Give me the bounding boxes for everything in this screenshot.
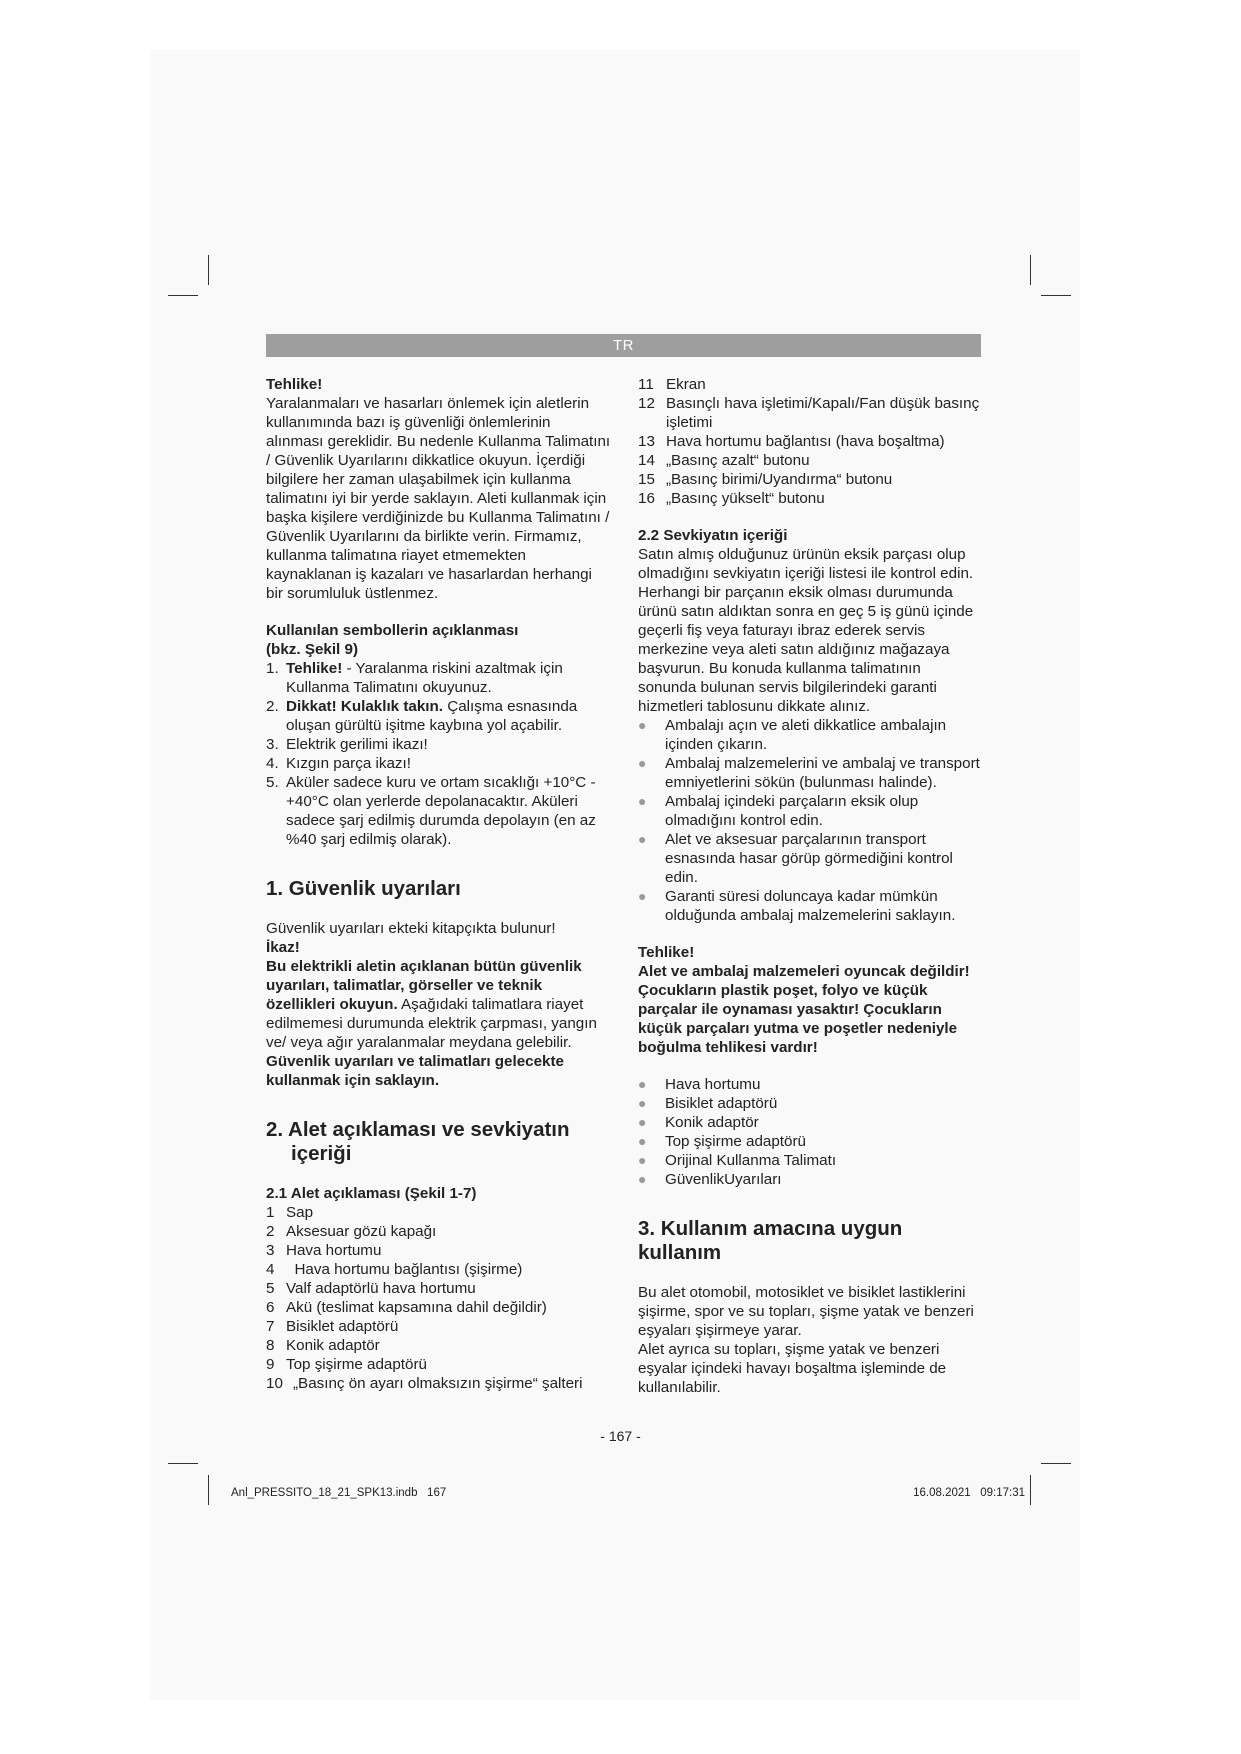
crop-mark-top-left-v: [208, 255, 209, 285]
section-1-intro: Güvenlik uyarıları ekteki kitapçıkta bulunur!: [266, 920, 556, 937]
danger-heading-2: Tehlike!: [638, 944, 695, 961]
section-3-heading: 3. Kullanım amacına uygun kullanım: [638, 1217, 903, 1264]
part-item: 11 Ekran: [638, 376, 706, 393]
bullet-icon: ●: [638, 793, 647, 809]
section-1-paragraph: Bu elektrikli aletin açıklanan bütün güvenlik uyarıları, talimatlar, görseller ve teknik özellikleri okuyun. Aşağıdaki talimatlara riayet edilmemesi durumunda elektrik çarpması, yangın ve/ veya ağır yaralanmalar meydana gelebilir.: [266, 958, 597, 1051]
list-item: ● Konik adaptör: [638, 1114, 759, 1131]
bullet-icon: ●: [638, 1133, 647, 1149]
section-3-paragraph-1: Bu alet otomobil, motosiklet ve bisiklet lastiklerini şişirme, spor ve su topları, şişme yatak ve benzeri eşyaları şişirmeye yarar.: [638, 1284, 974, 1339]
symbols-heading: Kullanılan sembollerin açıklanması: [266, 622, 519, 639]
language-header-bar: [266, 334, 981, 357]
footer-timestamp: 16.08.2021 09:17:31: [913, 1487, 1025, 1499]
footer-filename: Anl_PRESSITO_18_21_SPK13.indb 167: [231, 1487, 447, 1499]
page-number: - 167 -: [600, 1428, 641, 1444]
symbol-item: 2. Dikkat! Kulaklık takın. Çalışma esnasında oluşan gürültü işitme kaybına yol açabilir.: [266, 698, 578, 734]
parts-list-right: [638, 375, 983, 508]
symbol-item: 5. Aküler sadece kuru ve ortam sıcaklığı +10°C - +40°C olan yerlerde depolanacaktır. Aküleri sadece şarj edilmiş durumda depolayın (en az %40 şarj edilmiş olarak).: [266, 774, 596, 848]
part-item: 13 Hava hortumu bağlantısı (hava boşaltma): [638, 433, 945, 450]
part-item: 12 Basınçlı hava işletimi/Kapalı/Fan düşük basınç işletimi: [638, 395, 980, 431]
crop-mark-bottom-right-h: [1041, 1463, 1071, 1464]
list-item: ● Ambalajı açın ve aleti dikkatlice ambalajın içinden çıkarın.: [638, 717, 947, 753]
crop-mark-top-right-h: [1041, 295, 1071, 296]
part-item: 4 Hava hortumu bağlantısı (şişirme): [266, 1261, 523, 1278]
part-item: 9 Top şişirme adaptörü: [266, 1356, 427, 1373]
list-item: ● Ambalaj malzemelerini ve ambalaj ve transport emniyetlerini sökün (bulunması halinde).: [638, 755, 980, 791]
danger-heading: Tehlike!: [266, 376, 323, 393]
section-1-heading: 1. Güvenlik uyarıları: [266, 877, 461, 900]
crop-mark-top-right-v: [1030, 255, 1031, 285]
bullet-icon: ●: [638, 755, 647, 771]
crop-mark-bottom-right-v: [1030, 1475, 1031, 1505]
crop-mark-top-left-h: [168, 295, 198, 296]
part-item: 1 Sap: [266, 1204, 314, 1221]
symbol-item: 1. Tehlike! - Yaralanma riskini azaltmak için Kullanma Talimatını okuyunuz.: [266, 660, 563, 696]
parts-list-left: [266, 1203, 611, 1393]
list-item: ● Ambalaj içindeki parçaların eksik olup olmadığını kontrol edin.: [638, 793, 919, 829]
language-label: TR: [613, 337, 634, 354]
crop-mark-bottom-left-v: [208, 1475, 209, 1505]
list-item: ● Garanti süresi doluncaya kadar mümkün olduğunda ambalaj malzemelerini saklayın.: [638, 888, 956, 924]
part-item: 5 Valf adaptörlü hava hortumu: [266, 1280, 476, 1297]
part-item: 6 Akü (teslimat kapsamına dahil değildir): [266, 1299, 547, 1316]
section-2-heading: 2. Alet açıklaması ve sevkiyatın içeriği: [266, 1118, 570, 1165]
symbols-list: [266, 659, 611, 849]
section-2-2-paragraph: Satın almış olduğunuz ürünün eksik parçası olup olmadığını sevkiyatın içeriği listesi ile kontrol edin. Herhangi bir parçanın eksik olması durumunda ürünü satın aldıktan sonra en geç 5 iş günü içinde geçerli fiş veya faturayı ibraz ederek servis merkezine veya aleti satın aldığınız mağazaya başvurun. Bu konuda kullanma talimatının sonunda bulunan servis bilgilerindeki garanti hizmetleri tablosunu dikkate alınız.: [638, 546, 974, 715]
symbols-reference: (bkz. Şekil 9): [266, 641, 359, 658]
section-2-1-heading: 2.1 Alet açıklaması (Şekil 1-7): [266, 1185, 477, 1202]
section-1-keep-note: Güvenlik uyarıları ve talimatları gelecekte kullanmak için saklayın.: [266, 1053, 564, 1089]
left-column: [266, 375, 611, 1393]
bullet-icon: ●: [638, 1171, 647, 1187]
warning-heading: İkaz!: [266, 939, 300, 956]
list-item: ● Orijinal Kullanma Talimatı: [638, 1152, 837, 1169]
list-item: ● Top şişirme adaptörü: [638, 1133, 806, 1150]
unpacking-steps-list: [638, 716, 983, 925]
bullet-icon: ●: [638, 1095, 647, 1111]
symbol-item: 3. Elektrik gerilimi ikazı!: [266, 736, 428, 753]
section-3-paragraph-2: Alet ayrıca su topları, şişme yatak ve benzeri eşyalar içindeki havayı boşaltma işleminde de kullanılabilir.: [638, 1341, 947, 1396]
part-item: 3 Hava hortumu: [266, 1242, 382, 1259]
part-item: 16 „Basınç yükselt“ butonu: [638, 490, 825, 507]
list-item: ● GüvenlikUyarıları: [638, 1171, 782, 1188]
right-column: [638, 375, 983, 1397]
part-item: 8 Konik adaptör: [266, 1337, 380, 1354]
bullet-icon: ●: [638, 888, 647, 904]
section-2-2-heading: 2.2 Sevkiyatın içeriği: [638, 527, 788, 544]
delivery-contents-list: [638, 1075, 983, 1189]
crop-mark-bottom-left-h: [168, 1463, 198, 1464]
list-item: ● Hava hortumu: [638, 1076, 761, 1093]
part-item: 7 Bisiklet adaptörü: [266, 1318, 399, 1335]
bullet-icon: ●: [638, 1076, 647, 1092]
bullet-icon: ●: [638, 831, 647, 847]
bullet-icon: ●: [638, 1152, 647, 1168]
part-item: 2 Aksesuar gözü kapağı: [266, 1223, 437, 1240]
list-item: ● Bisiklet adaptörü: [638, 1095, 778, 1112]
symbol-item: 4. Kızgın parça ikazı!: [266, 755, 411, 772]
bullet-icon: ●: [638, 717, 647, 733]
bullet-icon: ●: [638, 1114, 647, 1130]
part-item: 15 „Basınç birimi/Uyandırma“ butonu: [638, 471, 893, 488]
danger-paragraph-2: Alet ve ambalaj malzemeleri oyuncak değildir! Çocukların plastik poşet, folyo ve küçük parçalar ile oynaması yasaktır! Çocukların küçük parçaları yutma ve poşetler nedeniyle boğulma tehlikesi vardır!: [638, 963, 970, 1056]
danger-paragraph: Yaralanmaları ve hasarları önlemek için aletlerin kullanımında bazı iş güvenliği önlemlerinin alınması gereklidir. Bu nedenle Kullanma Talimatını / Güvenlik Uyarılarını dikkatlice okuyun. İçerdiği bilgilere her zaman ulaşabilmek için kullanma talimatını iyi bir yerde saklayın. Aleti kullanmak için başka kişilere verdiğinizde bu Kullanma Talimatını / Güvenlik Uyarılarını da birlikte verin. Firmamız, kullanma talimatına riayet etmemekten kaynaklanan iş kazaları ve hasarlardan herhangi bir sorumluluk üstlenmez.: [266, 395, 611, 602]
part-item: 10 „Basınç ön ayarı olmaksızın şişirme“ şalteri: [266, 1375, 583, 1392]
list-item: ● Alet ve aksesuar parçalarının transport esnasında hasar görüp görmediğini kontrol edin.: [638, 831, 953, 886]
part-item: 14 „Basınç azalt“ butonu: [638, 452, 810, 469]
